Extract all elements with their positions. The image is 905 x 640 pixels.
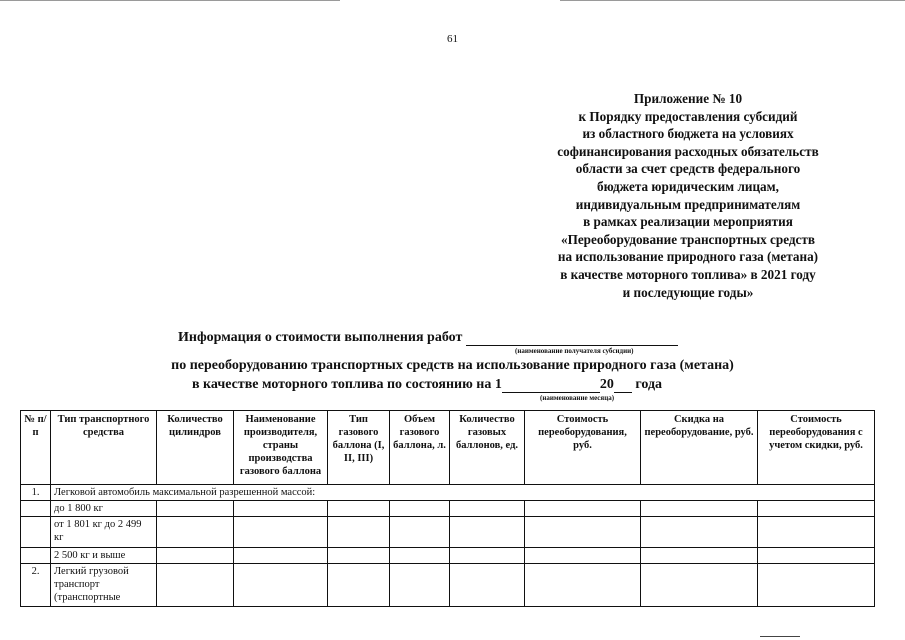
appendix-line: Приложение № 10 bbox=[633, 91, 743, 106]
section-2-row bbox=[21, 564, 875, 607]
cylinder-type-cell[interactable] bbox=[328, 517, 390, 548]
cylinders-cell[interactable] bbox=[157, 501, 234, 517]
cylinder-volume-cell[interactable] bbox=[390, 501, 450, 517]
table-header-row bbox=[21, 411, 875, 485]
recipient-name-blank[interactable] bbox=[466, 345, 678, 346]
manufacturer-cell[interactable] bbox=[234, 501, 328, 517]
header-cylinders: Количество цилиндров bbox=[157, 411, 234, 485]
discount-cell[interactable] bbox=[641, 517, 758, 548]
cylinder-volume-cell[interactable] bbox=[390, 517, 450, 548]
table-row bbox=[21, 548, 875, 564]
conversion-cost-cell[interactable] bbox=[525, 564, 641, 607]
appendix-line: софинансирования расходных обязательств bbox=[557, 143, 819, 159]
header-number: № п/п bbox=[21, 411, 51, 485]
conversion-cost-cell[interactable] bbox=[525, 548, 641, 564]
header-cylinder-volume: Объем газового баллона, л. bbox=[390, 411, 450, 485]
conversion-cost-cell[interactable] bbox=[525, 517, 641, 548]
cylinder-count-cell[interactable] bbox=[450, 548, 525, 564]
table-row bbox=[21, 501, 875, 517]
appendix-line: «Переоборудование транспортных средств bbox=[560, 231, 816, 247]
month-caption: (наименование месяца) bbox=[540, 394, 615, 402]
cylinders-cell[interactable] bbox=[157, 548, 234, 564]
title-line-3-prefix: в качестве моторного топлива по состоянию на 1 bbox=[192, 377, 502, 392]
number-cell bbox=[21, 501, 51, 517]
section-1-title-row bbox=[21, 485, 875, 501]
header-manufacturer: Наименование производителя, страны производства газового баллона bbox=[234, 411, 328, 485]
appendix-line: из областного бюджета на условиях bbox=[582, 126, 794, 142]
discount-cell[interactable] bbox=[641, 548, 758, 564]
discounted-cost-cell[interactable] bbox=[758, 564, 875, 607]
appendix-line: области за счет средств федерального bbox=[575, 161, 801, 177]
header-discount: Скидка на переоборудование, руб. bbox=[641, 411, 758, 485]
weight-class-cell: до 1 800 кг bbox=[51, 501, 157, 517]
header-vehicle-type: Тип транспортного средства bbox=[51, 411, 157, 485]
number-cell bbox=[21, 548, 51, 564]
appendix-line: индивидуальным предпринимателям bbox=[575, 196, 801, 212]
appendix-line: в качестве моторного топлива» в 2021 году bbox=[560, 266, 816, 282]
cylinder-type-cell[interactable] bbox=[328, 564, 390, 607]
appendix-heading bbox=[520, 90, 856, 301]
top-edge-line-left bbox=[0, 0, 340, 1]
section-1-number: 1. bbox=[21, 485, 51, 501]
header-cylinder-type: Тип газового баллона (I, II, III) bbox=[328, 411, 390, 485]
appendix-line: и последующие годы» bbox=[622, 284, 754, 300]
manufacturer-cell[interactable] bbox=[234, 564, 328, 607]
cylinder-volume-cell[interactable] bbox=[390, 548, 450, 564]
discounted-cost-cell[interactable] bbox=[758, 517, 875, 548]
title-line-3 bbox=[192, 377, 662, 393]
title-line-1-text: Информация о стоимости выполнения работ bbox=[178, 330, 463, 345]
appendix-line: на использование природного газа (метана) bbox=[557, 249, 819, 265]
conversion-cost-cell[interactable] bbox=[525, 501, 641, 517]
manufacturer-cell[interactable] bbox=[234, 517, 328, 548]
header-cylinder-count: Количество газовых баллонов, ед. bbox=[450, 411, 525, 485]
year-prefix: 20 bbox=[599, 377, 614, 392]
appendix-line: в рамках реализации мероприятия bbox=[583, 214, 793, 230]
year-blank[interactable] bbox=[614, 392, 632, 393]
manufacturer-cell[interactable] bbox=[234, 548, 328, 564]
bottom-edge-mark bbox=[760, 636, 800, 637]
weight-class-cell: 2 500 кг и выше bbox=[51, 548, 157, 564]
discount-cell[interactable] bbox=[641, 564, 758, 607]
top-edge-line-right bbox=[560, 0, 905, 1]
discounted-cost-cell[interactable] bbox=[758, 501, 875, 517]
cylinder-count-cell[interactable] bbox=[450, 564, 525, 607]
section-2-number: 2. bbox=[21, 564, 51, 607]
recipient-caption: (наименование получателя субсидии) bbox=[515, 347, 634, 355]
page-number: 61 bbox=[447, 33, 458, 45]
title-line-3-suffix: года bbox=[635, 377, 663, 392]
section-2-vehicle-type: Легкий грузовой транспорт (транспортные bbox=[51, 564, 157, 607]
weight-class-cell: от 1 801 кг до 2 499 кг bbox=[51, 517, 157, 548]
cost-table bbox=[20, 410, 875, 607]
cylinder-count-cell[interactable] bbox=[450, 501, 525, 517]
cylinders-cell[interactable] bbox=[157, 517, 234, 548]
header-discounted-cost: Стоимость переоборудования с учетом скидки, руб. bbox=[758, 411, 875, 485]
discount-cell[interactable] bbox=[641, 501, 758, 517]
table-row bbox=[21, 517, 875, 548]
discounted-cost-cell[interactable] bbox=[758, 548, 875, 564]
appendix-line: бюджета юридическим лицам, bbox=[597, 178, 779, 194]
header-conversion-cost: Стоимость переоборудования, руб. bbox=[525, 411, 641, 485]
cylinder-type-cell[interactable] bbox=[328, 548, 390, 564]
section-1-title: Легковой автомобиль максимальной разрешенной массой: bbox=[51, 485, 875, 501]
cylinder-count-cell[interactable] bbox=[450, 517, 525, 548]
appendix-line: к Порядку предоставления субсидий bbox=[578, 108, 798, 124]
cylinder-type-cell[interactable] bbox=[328, 501, 390, 517]
title-line-1 bbox=[178, 330, 678, 346]
number-cell bbox=[21, 517, 51, 548]
month-blank[interactable] bbox=[502, 392, 600, 393]
cylinders-cell[interactable] bbox=[157, 564, 234, 607]
title-line-2: по переоборудованию транспортных средств на использование природного газа (метана) bbox=[171, 358, 734, 373]
cylinder-volume-cell[interactable] bbox=[390, 564, 450, 607]
